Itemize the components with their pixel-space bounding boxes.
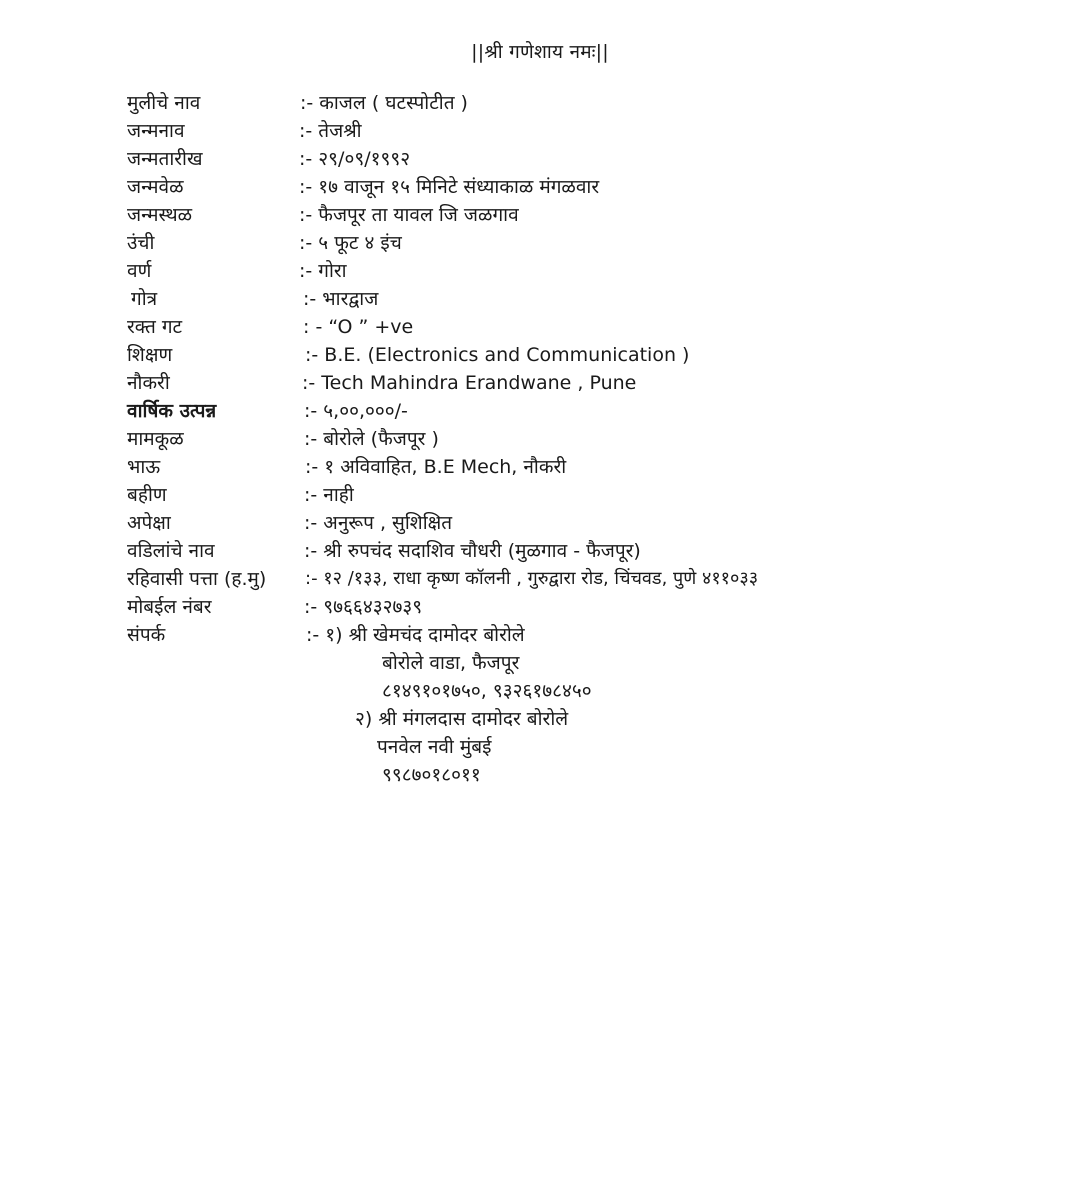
label-job: नौकरी [127, 372, 170, 394]
label-height: उंची [127, 232, 155, 254]
invocation-title: ||श्री गणेशाय नमः|| [471, 41, 609, 63]
label-birth-name: जन्मनाव [127, 120, 185, 142]
row-contact [127, 621, 1047, 649]
label-maternal-family: मामकूळ [127, 428, 184, 450]
value-mobile: :- ९७६६४३२७३९ [304, 596, 423, 618]
value-annual-income: :- ५,००,०००/- [304, 400, 408, 422]
value-sister: :- नाही [304, 484, 354, 506]
value-contact-first: :- १) श्री खेमचंद दामोदर बोरोले [306, 624, 525, 646]
value-father-name: :- श्री रुपचंद सदाशिव चौधरी (मुळगाव - फैजपूर) [304, 540, 641, 562]
row-sister [127, 481, 1047, 509]
value-birth-place: :- फैजपूर ता यावल जि जळगाव [299, 204, 519, 226]
contact-line-name-2: २) श्री मंगलदास दामोदर बोरोले [355, 708, 569, 730]
value-height: :- ५ फूट ४ इंच [299, 232, 402, 254]
label-gotra: गोत्र [131, 288, 158, 310]
row-birth-date [127, 145, 1047, 173]
row-complexion [127, 257, 1047, 285]
value-brother: :- १ अविवाहित, B.E Mech, नौकरी [305, 456, 567, 478]
row-blood-group [127, 313, 1047, 341]
row-girl-name [127, 89, 1047, 117]
label-sister: बहीण [127, 484, 167, 506]
label-birth-time: जन्मवेळ [127, 176, 184, 198]
row-mobile [127, 593, 1047, 621]
value-birth-name: :- तेजश्री [299, 120, 362, 142]
row-height [127, 229, 1047, 257]
row-maternal-family [127, 425, 1047, 453]
label-father-name: वडिलांचे नाव [127, 540, 215, 562]
contact-line-address-2: पनवेल नवी मुंबई [377, 736, 492, 758]
label-complexion: वर्ण [127, 260, 152, 282]
row-birth-place [127, 201, 1047, 229]
row-expectation [127, 509, 1047, 537]
value-maternal-family: :- बोरोले (फैजपूर ) [304, 428, 439, 450]
label-blood-group: रक्त गट [127, 316, 183, 338]
label-contact: संपर्क [127, 624, 166, 646]
value-address: :- १२ /१३३, राधा कृष्ण कॉलनी , गुरुद्वारा रोड, चिंचवड, पुणे ४११०३३ [305, 568, 759, 589]
label-expectation: अपेक्षा [127, 512, 171, 534]
row-annual-income [127, 397, 1047, 425]
row-father-name [127, 537, 1047, 565]
value-expectation: :- अनुरूप , सुशिक्षित [304, 512, 453, 534]
label-annual-income: वार्षिक उत्पन्न [127, 400, 217, 422]
label-education: शिक्षण [127, 344, 173, 366]
row-job [127, 369, 1047, 397]
value-job: :- Tech Mahindra Erandwane , Pune [302, 372, 637, 394]
value-education: :- B.E. (Electronics and Communication ) [305, 344, 690, 366]
label-girl-name: मुलीचे नाव [127, 92, 201, 114]
contact-line-phone-1: ८१४९१०१७५०, ९३२६१७८४५० [382, 680, 592, 702]
label-address: रहिवासी पत्ता (ह.मु) [127, 568, 267, 590]
row-gotra [127, 285, 1047, 313]
label-birth-place: जन्मस्थळ [127, 204, 193, 226]
value-gotra: :- भारद्वाज [303, 288, 379, 310]
contact-line-phone-2: ९९८७०१८०११ [382, 764, 481, 786]
biodata-table [127, 89, 1047, 786]
value-complexion: :- गोरा [299, 260, 347, 282]
row-brother [127, 453, 1047, 481]
row-education [127, 341, 1047, 369]
value-blood-group: : - “O ” +ve [303, 316, 414, 338]
contact-line-address-1: बोरोले वाडा, फैजपूर [382, 652, 520, 674]
value-birth-time: :- १७ वाजून १५ मिनिटे संध्याकाळ मंगळवार [299, 176, 600, 198]
label-birth-date: जन्मतारीख [127, 148, 203, 170]
value-girl-name: :- काजल ( घटस्पोटीत ) [300, 92, 468, 114]
row-birth-time [127, 173, 1047, 201]
label-mobile: मोबईल नंबर [127, 596, 212, 618]
row-birth-name [127, 117, 1047, 145]
row-address [127, 565, 1047, 593]
label-brother: भाऊ [127, 456, 161, 478]
value-birth-date: :- २९/०९/१९९२ [299, 148, 411, 170]
